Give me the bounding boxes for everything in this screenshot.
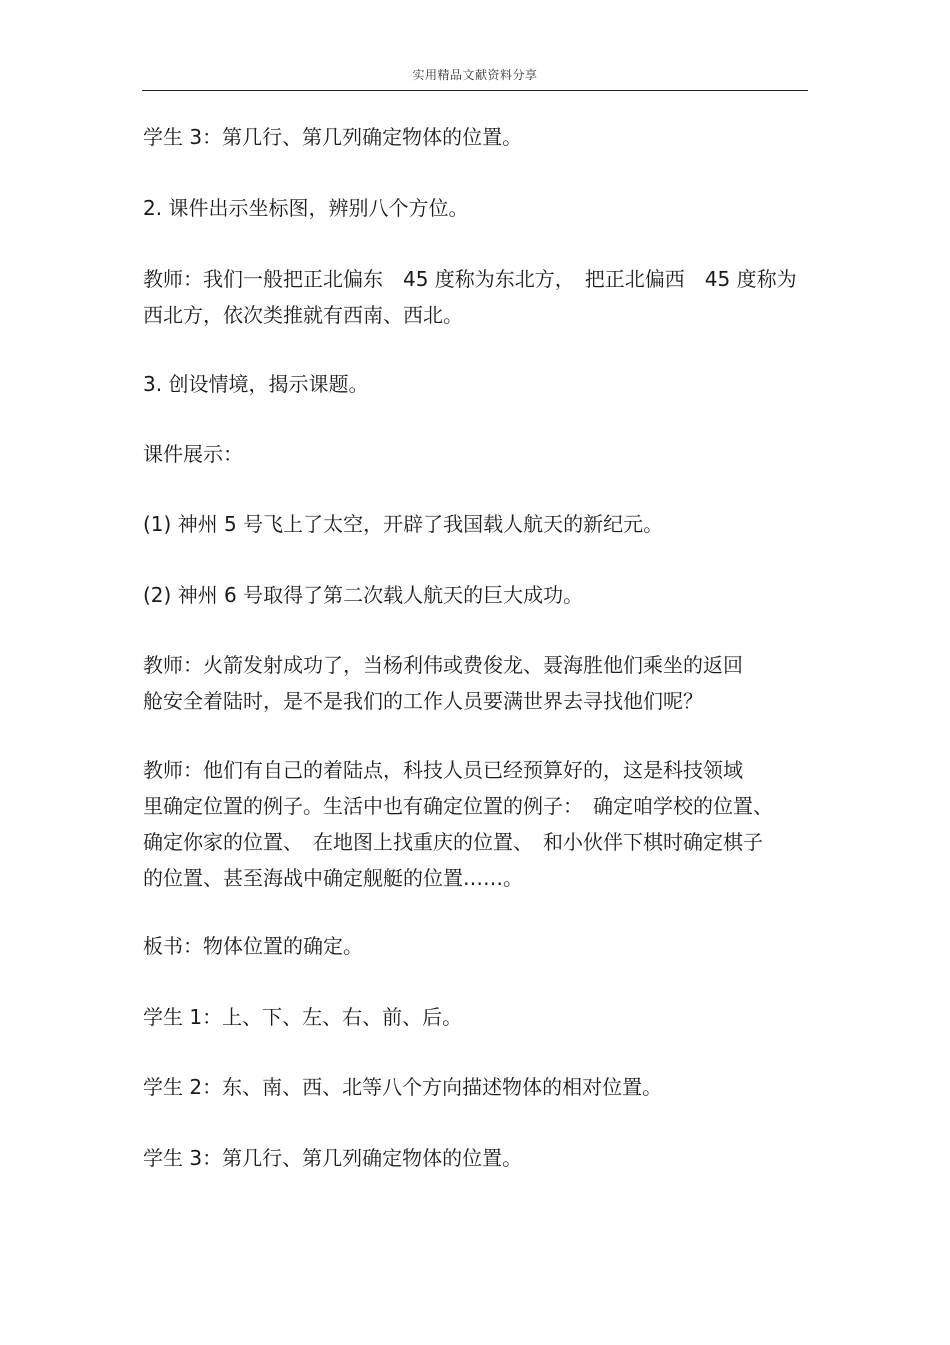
paragraph-student-3-top bbox=[143, 119, 808, 155]
text-line: (1) 神州 5 号飞上了太空，开辟了我国载人航天的新纪元。 bbox=[143, 512, 664, 536]
header-divider bbox=[142, 90, 808, 91]
text-line: 的位置、甚至海战中确定舰艇的位置……。 bbox=[143, 866, 523, 890]
text-line: 西北方，依次类推就有西南、西北。 bbox=[143, 303, 463, 327]
text-line: 教师：他们有自己的着陆点，科技人员已经预算好的，这是科技领域 bbox=[143, 758, 743, 782]
text-line: 2. 课件出示坐标图，辨别八个方位。 bbox=[143, 196, 469, 220]
paragraph-step-3 bbox=[143, 366, 808, 402]
paragraph-courseware-display bbox=[143, 436, 808, 472]
page-header: 实用精品文献资料分享 bbox=[412, 68, 538, 82]
text-line: 学生 2：东、南、西、北等八个方向描述物体的相对位置。 bbox=[143, 1075, 663, 1099]
paragraph-teacher-rocket bbox=[143, 647, 808, 719]
text-line: 板书：物体位置的确定。 bbox=[143, 934, 363, 958]
paragraph-item-2 bbox=[143, 577, 808, 613]
text-line: 3. 创设情境，揭示课题。 bbox=[143, 372, 369, 396]
paragraph-step-2 bbox=[143, 190, 808, 226]
text-line: 学生 1：上、下、左、右、前、后。 bbox=[143, 1005, 463, 1029]
paragraph-teacher-directions bbox=[143, 261, 808, 333]
text-line: 教师：火箭发射成功了，当杨利伟或费俊龙、聂海胜他们乘坐的返回 bbox=[143, 653, 743, 677]
paragraph-item-1 bbox=[143, 506, 808, 542]
paragraph-student-2 bbox=[143, 1069, 808, 1105]
text-line: 课件展示： bbox=[143, 442, 243, 466]
paragraph-teacher-landing bbox=[143, 752, 808, 896]
text-line: 确定你家的位置、 在地图上找重庆的位置、 和小伙伴下棋时确定棋子 bbox=[143, 830, 763, 854]
text-line: 舱安全着陆时，是不是我们的工作人员要满世界去寻找他们呢？ bbox=[143, 689, 703, 713]
text-line: (2) 神州 6 号取得了第二次载人航天的巨大成功。 bbox=[143, 583, 584, 607]
paragraph-student-3-bottom bbox=[143, 1140, 808, 1176]
paragraph-blackboard bbox=[143, 928, 808, 964]
text-line: 里确定位置的例子。生活中也有确定位置的例子： 确定咱学校的位置、 bbox=[143, 794, 773, 818]
text-line: 学生 3：第几行、第几列确定物体的位置。 bbox=[143, 125, 523, 149]
text-line: 学生 3：第几行、第几列确定物体的位置。 bbox=[143, 1146, 523, 1170]
text-line: 教师：我们一般把正北偏东 45 度称为东北方， 把正北偏西 45 度称为 bbox=[143, 267, 797, 291]
paragraph-student-1 bbox=[143, 999, 808, 1035]
